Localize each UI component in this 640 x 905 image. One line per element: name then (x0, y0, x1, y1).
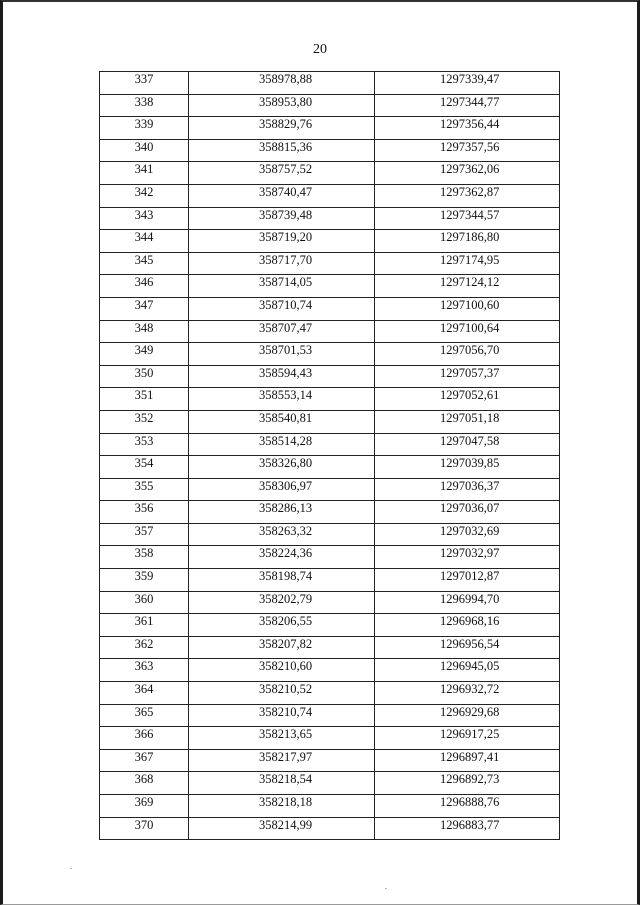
y-coordinate-cell: 1297100,64 (375, 320, 560, 343)
x-coordinate-cell: 358540,81 (189, 410, 375, 433)
point-number-cell: 360 (100, 591, 189, 614)
table-row (100, 659, 560, 682)
y-coordinate-cell: 1296917,25 (375, 727, 560, 750)
table-row (100, 817, 560, 840)
x-coordinate-cell: 358829,76 (189, 117, 375, 140)
y-coordinate-cell: 1297339,47 (375, 72, 560, 95)
point-number-cell: 364 (100, 682, 189, 705)
table-row (100, 727, 560, 750)
y-coordinate-cell: 1296897,41 (375, 749, 560, 772)
table-row (100, 117, 560, 140)
x-coordinate-cell: 358198,74 (189, 569, 375, 592)
table-row (100, 749, 560, 772)
y-coordinate-cell: 1297357,56 (375, 139, 560, 162)
table-row (100, 591, 560, 614)
table-row (100, 433, 560, 456)
table-row (100, 207, 560, 230)
x-coordinate-cell: 358207,82 (189, 636, 375, 659)
y-coordinate-cell: 1297012,87 (375, 569, 560, 592)
point-number-cell: 338 (100, 94, 189, 117)
point-number-cell: 350 (100, 365, 189, 388)
y-coordinate-cell: 1297124,12 (375, 275, 560, 298)
table-row (100, 252, 560, 275)
y-coordinate-cell: 1297100,60 (375, 297, 560, 320)
point-number-cell: 342 (100, 184, 189, 207)
x-coordinate-cell: 358710,74 (189, 297, 375, 320)
y-coordinate-cell: 1296956,54 (375, 636, 560, 659)
x-coordinate-cell: 358217,97 (189, 749, 375, 772)
x-coordinate-cell: 358707,47 (189, 320, 375, 343)
x-coordinate-cell: 358514,28 (189, 433, 375, 456)
point-number-cell: 346 (100, 275, 189, 298)
y-coordinate-cell: 1296932,72 (375, 682, 560, 705)
x-coordinate-cell: 358210,74 (189, 704, 375, 727)
x-coordinate-cell: 358719,20 (189, 230, 375, 253)
x-coordinate-cell: 358757,52 (189, 162, 375, 185)
y-coordinate-cell: 1296945,05 (375, 659, 560, 682)
point-number-cell: 353 (100, 433, 189, 456)
table-row (100, 501, 560, 524)
point-number-cell: 358 (100, 546, 189, 569)
x-coordinate-cell: 358218,18 (189, 795, 375, 818)
table-row (100, 410, 560, 433)
x-coordinate-cell: 358286,13 (189, 501, 375, 524)
y-coordinate-cell: 1297036,37 (375, 478, 560, 501)
table-row (100, 365, 560, 388)
table-row (100, 184, 560, 207)
y-coordinate-cell: 1297057,37 (375, 365, 560, 388)
y-coordinate-cell: 1297032,69 (375, 523, 560, 546)
x-coordinate-cell: 358714,05 (189, 275, 375, 298)
x-coordinate-cell: 358953,80 (189, 94, 375, 117)
y-coordinate-cell: 1297356,44 (375, 117, 560, 140)
point-number-cell: 357 (100, 523, 189, 546)
x-coordinate-cell: 358739,48 (189, 207, 375, 230)
table-row (100, 523, 560, 546)
y-coordinate-cell: 1296929,68 (375, 704, 560, 727)
x-coordinate-cell: 358202,79 (189, 591, 375, 614)
x-coordinate-cell: 358701,53 (189, 343, 375, 366)
y-coordinate-cell: 1297174,95 (375, 252, 560, 275)
scan-speck (70, 868, 72, 869)
scan-speck (385, 888, 387, 889)
y-coordinate-cell: 1297051,18 (375, 410, 560, 433)
point-number-cell: 365 (100, 704, 189, 727)
point-number-cell: 369 (100, 795, 189, 818)
table-row (100, 636, 560, 659)
y-coordinate-cell: 1297052,61 (375, 388, 560, 411)
y-coordinate-cell: 1296892,73 (375, 772, 560, 795)
point-number-cell: 359 (100, 569, 189, 592)
point-number-cell: 366 (100, 727, 189, 750)
x-coordinate-cell: 358218,54 (189, 772, 375, 795)
y-coordinate-cell: 1296994,70 (375, 591, 560, 614)
table-row (100, 614, 560, 637)
point-number-cell: 363 (100, 659, 189, 682)
point-number-cell: 367 (100, 749, 189, 772)
page-number: 20 (313, 42, 327, 57)
point-number-cell: 337 (100, 72, 189, 95)
y-coordinate-cell: 1297362,87 (375, 184, 560, 207)
point-number-cell: 345 (100, 252, 189, 275)
x-coordinate-cell: 358978,88 (189, 72, 375, 95)
point-number-cell: 355 (100, 478, 189, 501)
y-coordinate-cell: 1296888,76 (375, 795, 560, 818)
y-coordinate-cell: 1297047,58 (375, 433, 560, 456)
point-number-cell: 370 (100, 817, 189, 840)
table-row (100, 795, 560, 818)
table-row (100, 388, 560, 411)
table-row (100, 94, 560, 117)
table-row (100, 72, 560, 95)
x-coordinate-cell: 358263,32 (189, 523, 375, 546)
point-number-cell: 352 (100, 410, 189, 433)
point-number-cell: 351 (100, 388, 189, 411)
x-coordinate-cell: 358206,55 (189, 614, 375, 637)
point-number-cell: 361 (100, 614, 189, 637)
point-number-cell: 362 (100, 636, 189, 659)
x-coordinate-cell: 358224,36 (189, 546, 375, 569)
point-number-cell: 349 (100, 343, 189, 366)
x-coordinate-cell: 358717,70 (189, 252, 375, 275)
table-row (100, 682, 560, 705)
y-coordinate-cell: 1297032,97 (375, 546, 560, 569)
point-number-cell: 340 (100, 139, 189, 162)
table-row (100, 478, 560, 501)
point-number-cell: 347 (100, 297, 189, 320)
table-row (100, 546, 560, 569)
x-coordinate-cell: 358740,47 (189, 184, 375, 207)
point-number-cell: 368 (100, 772, 189, 795)
x-coordinate-cell: 358594,43 (189, 365, 375, 388)
x-coordinate-cell: 358210,52 (189, 682, 375, 705)
y-coordinate-cell: 1297186,80 (375, 230, 560, 253)
y-coordinate-cell: 1297362,06 (375, 162, 560, 185)
table-row (100, 772, 560, 795)
point-number-cell: 341 (100, 162, 189, 185)
table-row (100, 320, 560, 343)
point-number-cell: 343 (100, 207, 189, 230)
x-coordinate-cell: 358210,60 (189, 659, 375, 682)
point-number-cell: 356 (100, 501, 189, 524)
y-coordinate-cell: 1297344,77 (375, 94, 560, 117)
coordinates-table-body (100, 72, 560, 840)
y-coordinate-cell: 1296883,77 (375, 817, 560, 840)
table-row (100, 456, 560, 479)
table-row (100, 569, 560, 592)
x-coordinate-cell: 358553,14 (189, 388, 375, 411)
y-coordinate-cell: 1296968,16 (375, 614, 560, 637)
table-row (100, 297, 560, 320)
table-row (100, 275, 560, 298)
point-number-cell: 354 (100, 456, 189, 479)
point-number-cell: 339 (100, 117, 189, 140)
y-coordinate-cell: 1297344,57 (375, 207, 560, 230)
y-coordinate-cell: 1297039,85 (375, 456, 560, 479)
x-coordinate-cell: 358326,80 (189, 456, 375, 479)
point-number-cell: 348 (100, 320, 189, 343)
table-row (100, 230, 560, 253)
point-number-cell: 344 (100, 230, 189, 253)
x-coordinate-cell: 358214,99 (189, 817, 375, 840)
table-row (100, 162, 560, 185)
y-coordinate-cell: 1297036,07 (375, 501, 560, 524)
x-coordinate-cell: 358306,97 (189, 478, 375, 501)
y-coordinate-cell: 1297056,70 (375, 343, 560, 366)
x-coordinate-cell: 358815,36 (189, 139, 375, 162)
table-row (100, 704, 560, 727)
x-coordinate-cell: 358213,65 (189, 727, 375, 750)
coordinates-table (99, 71, 560, 840)
table-row (100, 343, 560, 366)
table-row (100, 139, 560, 162)
